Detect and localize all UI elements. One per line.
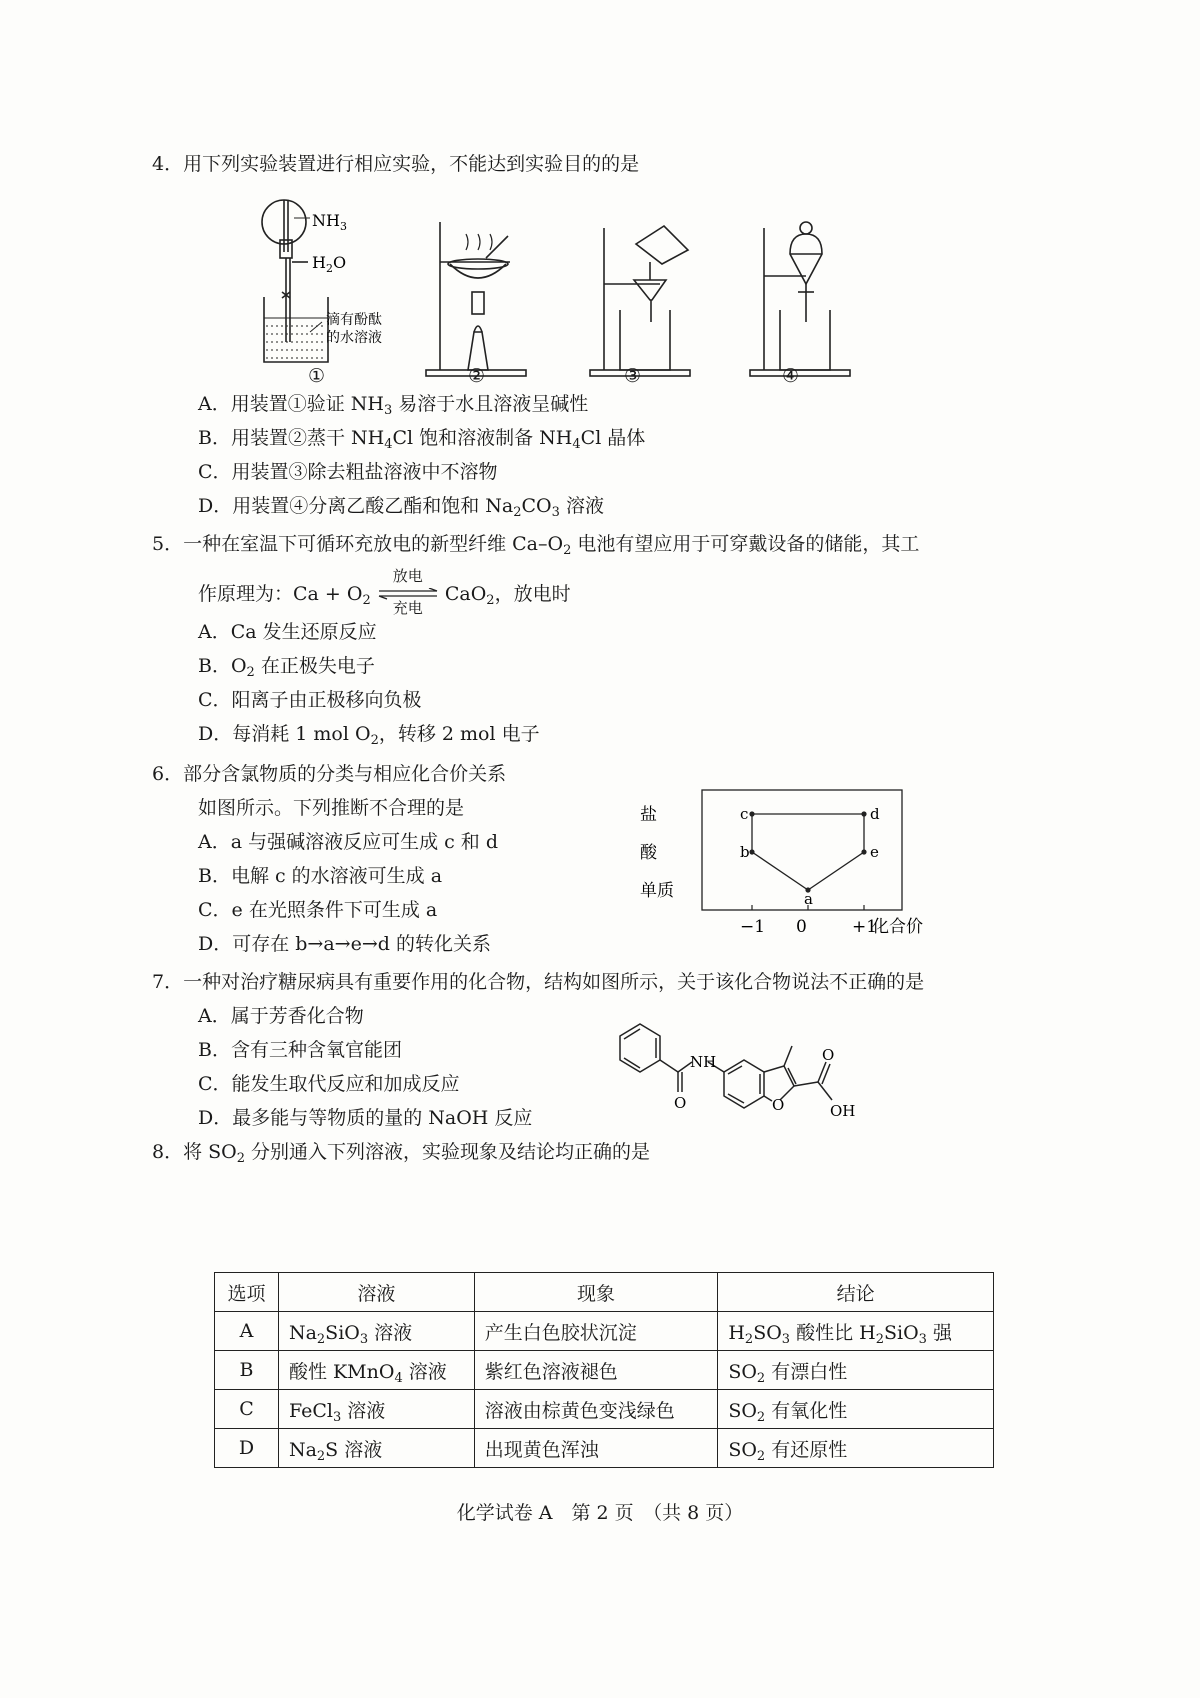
struct-ring-o-label: O xyxy=(772,1096,785,1114)
q7-option-d: D．最多能与等物质的量的 NaOH 反应 xyxy=(198,1107,533,1129)
chart-y-tick-2: 盐 xyxy=(640,805,657,825)
chart-point-label-e: e xyxy=(870,843,879,861)
q7-structure-figure xyxy=(600,1016,900,1126)
q6-option-c: C．e 在光照条件下可生成 a xyxy=(198,899,438,921)
struct-oh-label: OH xyxy=(830,1102,856,1120)
q6-option-a: A．a 与强碱溶液反应可生成 c 和 d xyxy=(198,831,499,853)
table-row: B 酸性 KMnO$_4$ 溶液 紫红色溶液褪色 $SO_2$ 有漂白性 xyxy=(215,1351,994,1390)
table-row: A $Na_2SiO_3$ 溶液 产生白色胶状沉淀 $H_2SO_3$ 酸性比 $H_2SiO_3$ 强 xyxy=(215,1312,994,1351)
chart-point-e xyxy=(861,849,866,854)
q6-stem-line-2: 如图所示。下列推断不合理的是 xyxy=(198,797,465,819)
q6-chlorine-valence-chart xyxy=(640,786,940,946)
apparatus-label-3: ③ xyxy=(624,365,642,387)
table-row: D $Na_2S$ 溶液 出现黄色浑浊 $SO_2$ 有还原性 xyxy=(215,1429,994,1468)
apparatus-label-1: ① xyxy=(308,365,326,387)
svg-text:H2O: $H_2O$ xyxy=(312,253,347,275)
struct-nh-label: NH xyxy=(690,1053,717,1071)
chart-point-b xyxy=(749,849,754,854)
apparatus-3-filtration xyxy=(590,226,690,376)
chart-point-label-a: a xyxy=(804,890,813,908)
chart-point-label-b: b xyxy=(740,843,750,861)
q4-apparatus-figure xyxy=(250,192,970,392)
benzene-ring xyxy=(620,1024,660,1072)
chart-x-tick-1: 0 xyxy=(796,917,807,937)
fig1-note-2: 的水溶液 xyxy=(326,330,382,346)
table-row: C FeCl$_3$ 溶液 溶液由棕黄色变浅绿色 $SO_2$ 有氧化性 xyxy=(215,1390,994,1429)
arrow-label-charge: 充电 xyxy=(392,599,423,617)
q8-stem: 8．将 $SO_2$ 分别通入下列溶液，实验现象及结论均正确的是 xyxy=(152,1141,651,1166)
q4-option-c: C．用装置③除去粗盐溶液中不溶物 xyxy=(198,461,498,483)
q4-stem: 4．用下列实验装置进行相应实验，不能达到实验目的的是 xyxy=(152,153,640,175)
q6-stem-line-1: 6．部分含氯物质的分类与相应化合价关系 xyxy=(152,763,507,785)
q5-option-b: B．$O_2$ 在正极失电子 xyxy=(198,655,375,680)
apparatus-4-separatory-funnel xyxy=(750,222,850,376)
chart-point-c xyxy=(749,811,754,816)
chart-point-d xyxy=(861,811,866,816)
q4-option-d: D．用装置④分离乙酸乙酯和饱和 $Na_2CO_3$ 溶液 xyxy=(198,495,604,520)
q7-option-a: A．属于芳香化合物 xyxy=(198,1005,364,1027)
chart-y-tick-1: 酸 xyxy=(640,843,657,863)
table-header-option: 选项 xyxy=(215,1273,279,1312)
table-header-conclusion: 结论 xyxy=(718,1273,994,1312)
chart-x-axis-label: 化合价 xyxy=(872,917,923,937)
benzofuran-benzene-ring xyxy=(724,1060,764,1108)
svg-text:NH3: $NH_3$ xyxy=(312,211,347,233)
chart-x-tick-2: +1 xyxy=(852,917,878,937)
q5-option-a: A．Ca 发生还原反应 xyxy=(198,621,377,643)
chart-point-label-c: c xyxy=(740,805,749,823)
reaction-arrow xyxy=(377,567,439,617)
chart-point-label-d: d xyxy=(870,805,880,823)
q5-option-c: C．阳离子由正极移向负极 xyxy=(198,689,422,711)
q5-option-d: D．每消耗 1 mol $O_2$，转移 2 mol 电子 xyxy=(198,723,540,748)
fig1-note-1: 滴有酚酞 xyxy=(326,312,382,328)
fig1-nh3-label: NH xyxy=(312,211,340,230)
q8-table xyxy=(214,1272,994,1468)
table-header-solution: 溶液 xyxy=(278,1273,474,1312)
table-header-phenomenon: 现象 xyxy=(474,1273,718,1312)
q6-option-b: B．电解 c 的水溶液可生成 a xyxy=(198,865,443,887)
q6-option-d: D．可存在 b→a→e→d 的转化关系 xyxy=(198,933,491,955)
q7-stem: 7．一种对治疗糖尿病具有重要作用的化合物，结构如图所示，关于该化合物说法不正确的是 xyxy=(152,971,925,993)
page-footer: 化学试卷 A 第 2 页 （共 8 页） xyxy=(456,1502,744,1524)
q5-stem-line-1: 5．一种在室温下可循环充放电的新型纤维 $Ca-O_2$ 电池有望应用于可穿戴设备的储能，其工 xyxy=(152,533,920,558)
q4-option-b: B．用装置②蒸干 $NH_4Cl$ 饱和溶液制备 $NH_4Cl$ 晶体 xyxy=(198,427,646,452)
apparatus-label-4: ④ xyxy=(782,365,800,387)
apparatus-label-2: ② xyxy=(468,365,486,387)
q4-option-a: A．用装置①验证 $NH_3$ 易溶于水且溶液呈碱性 xyxy=(198,393,589,418)
struct-acid-o-label: O xyxy=(822,1046,835,1064)
chart-x-tick-0: −1 xyxy=(740,917,766,937)
arrow-label-discharge: 放电 xyxy=(392,567,423,585)
table-header-row xyxy=(215,1273,994,1312)
struct-carbonyl-o-label: O xyxy=(674,1094,687,1112)
q7-option-c: C．能发生取代反应和加成反应 xyxy=(198,1073,460,1095)
q7-option-b: B．含有三种含氧官能团 xyxy=(198,1039,402,1061)
fig1-h2o-label: H xyxy=(312,253,326,272)
chart-path xyxy=(752,814,864,890)
q5-stem-line-2: 作原理为：$Ca + O_2$ 放电 充电 CaO$_2$，放电时 xyxy=(198,567,571,617)
apparatus-2-evaporation xyxy=(426,222,526,376)
chart-y-tick-0: 单质 xyxy=(640,881,674,901)
